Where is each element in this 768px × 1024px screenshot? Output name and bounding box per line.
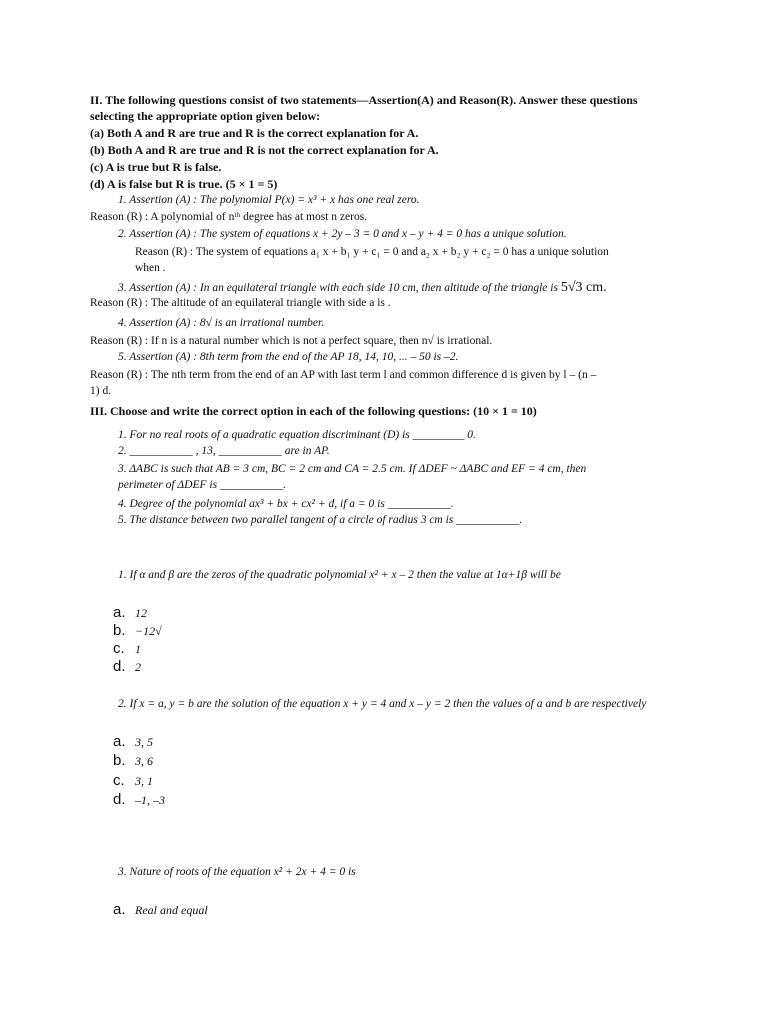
fill-item-3-cont: perimeter of ΔDEF is ___________.: [118, 479, 287, 491]
q4-reason: Reason (R) : If n is a natural number which is not a perfect square, then n√ is irrational.: [90, 335, 493, 347]
mcq3-question: 3. Nature of roots of the equation x² + 2x + 4 = 0 is: [118, 866, 356, 878]
option-text: Real and equal: [135, 903, 208, 917]
option-text: 3, 1: [135, 774, 153, 788]
option-text: 2: [135, 660, 141, 674]
mcq1-question: 1. If α and β are the zeros of the quadratic polynomial x² + x – 2 then the value at 1α+1β will be: [118, 569, 561, 581]
fill-item-2: 2. ___________ , 13, ___________ are in AP.: [118, 445, 330, 457]
mcq2-question: 2. If x = a, y = b are the solution of the equation x + y = 4 and x – y = 2 then the values of a and b are respectively: [118, 698, 647, 710]
section-2-heading-line1: II. The following questions consist of two statements—Assertion(A) and Reason(R). Answer these questions: [90, 93, 638, 107]
answer-option-b: (b) Both A and R are true and R is not the correct explanation for A.: [90, 143, 439, 157]
fill-item-1: 1. For no real roots of a quadratic equation discriminant (D) is _________ 0.: [118, 429, 476, 441]
mcq1-option-a: [113, 605, 147, 621]
mcq2-option-a: [113, 734, 153, 750]
mcq2-option-d: [113, 792, 165, 808]
option-letter: c.: [113, 640, 125, 657]
answer-option-d: (d) A is false but R is true. (5 × 1 = 5): [90, 177, 278, 191]
q3-assertion: [118, 280, 607, 296]
q2-reason-line2: when .: [135, 262, 166, 274]
mcq1-option-d: [113, 659, 141, 675]
mcq2-option-c: [113, 773, 153, 789]
mcq1-option-b: [113, 623, 162, 639]
fill-item-3: 3. ΔABC is such that AB = 3 cm, BC = 2 cm and CA = 2.5 cm. If ΔDEF ~ ΔABC and EF = 4 cm, then: [118, 463, 587, 475]
option-text: 3, 5: [135, 735, 153, 749]
option-letter: d.: [113, 791, 126, 808]
section-3-heading: III. Choose and write the correct option in each of the following questions: (10 × 1 = 10): [90, 404, 537, 418]
option-letter: a.: [113, 604, 126, 621]
q3-reason: Reason (R) : The altitude of an equilateral triangle with side a is .: [90, 297, 391, 309]
option-letter: c.: [113, 772, 125, 789]
q1-reason: Reason (R) : A polynomial of nᵗʰ degree has at most n zeros.: [90, 211, 368, 223]
option-letter: d.: [113, 658, 126, 675]
q2-reason-line1: Reason (R) : The system of equations a₁ x + b₁ y + c₁ = 0 and a₂ x + b₂ y + c₂ = 0 has a unique solution: [135, 246, 609, 258]
mcq3-option-a: [113, 902, 208, 918]
option-letter: a.: [113, 733, 126, 750]
q3-assertion-text: 3. Assertion (A) : In an equilateral triangle with each side 10 cm, then altitude of the triangle is: [118, 282, 561, 294]
q2-assertion: 2. Assertion (A) : The system of equations x + 2y – 3 = 0 and x – y + 4 = 0 has a unique solution.: [118, 228, 567, 240]
option-text: −12√: [135, 624, 162, 638]
q3-assertion-value: 5√3 cm.: [560, 280, 607, 295]
option-text: 3, 6: [135, 754, 153, 768]
answer-option-c: (c) A is true but R is false.: [90, 160, 222, 174]
q1-assertion: 1. Assertion (A) : The polynomial P(x) = x³ + x has one real zero.: [118, 194, 420, 206]
fill-item-4: 4. Degree of the polynomial ax³ + bx + cx² + d, if a = 0 is ___________.: [118, 498, 454, 510]
mcq1-option-c: [113, 641, 141, 657]
section-2-heading-line2: selecting the appropriate option given below:: [90, 109, 321, 123]
option-letter: b.: [113, 622, 126, 639]
fill-item-5: 5. The distance between two parallel tangent of a circle of radius 3 cm is ___________.: [118, 514, 523, 526]
q5-reason-line2: 1) d.: [90, 385, 112, 397]
answer-option-a: (a) Both A and R are true and R is the correct explanation for A.: [90, 126, 419, 140]
q5-reason-line1: Reason (R) : The nth term from the end of an AP with last term l and common difference d is given by l – (n –: [90, 369, 597, 381]
q5-assertion: 5. Assertion (A) : 8th term from the end of the AP 18, 14, 10, ... – 50 is –2.: [118, 351, 459, 363]
q4-assertion: 4. Assertion (A) : 8√ is an irrational number.: [118, 317, 325, 329]
option-text: 12: [135, 606, 147, 620]
option-letter: a.: [113, 901, 126, 918]
option-letter: b.: [113, 752, 126, 769]
option-text: –1, –3: [135, 793, 165, 807]
mcq2-option-b: [113, 753, 153, 769]
option-text: 1: [135, 642, 141, 656]
